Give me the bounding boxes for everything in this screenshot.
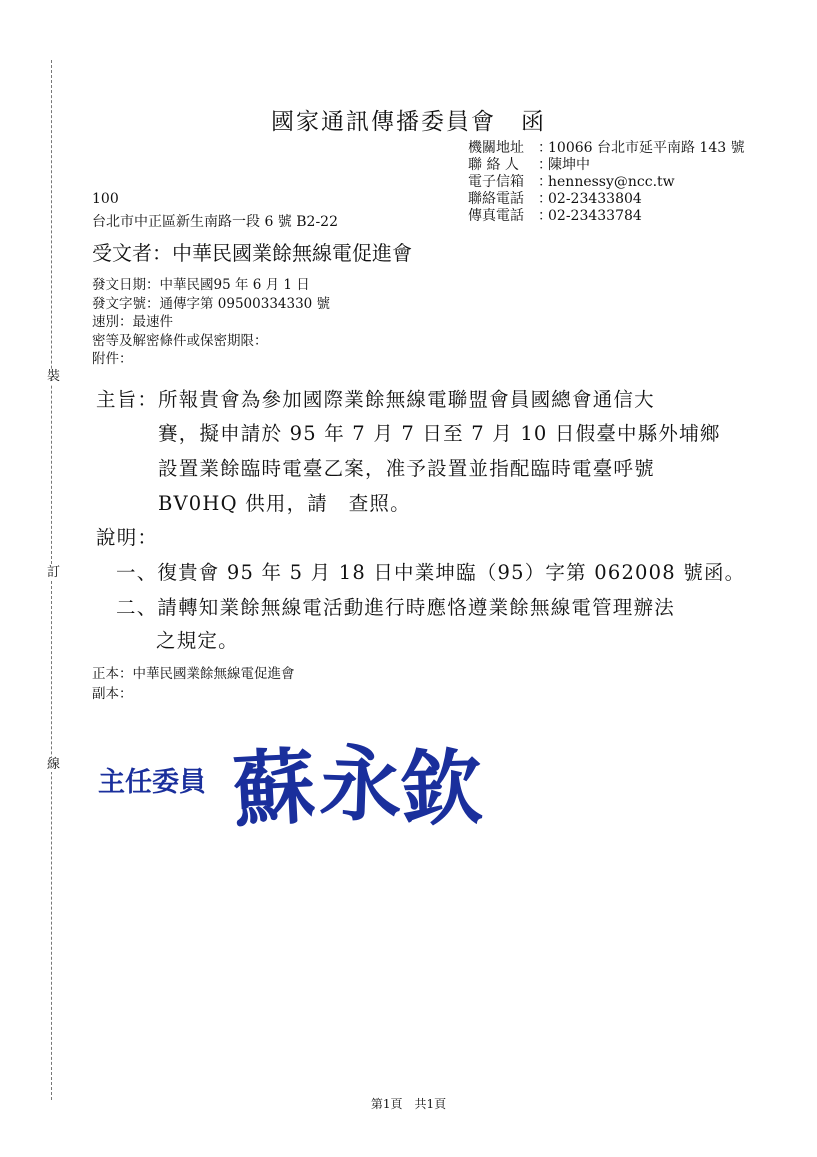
postal-code: 100 [92, 191, 119, 207]
contact-email: 電子信箱 ： hennessy@ncc.tw [468, 174, 675, 190]
binding-char-zhuang: 裝 [47, 369, 61, 384]
signature-char-1: 蘇 [230, 738, 318, 835]
attachment: 附件： [92, 351, 133, 367]
recipient-address: 台北市中正區新生南路一段 6 號 B2-22 [92, 214, 338, 230]
binding-char-xian: 線 [47, 757, 61, 772]
contact-block [468, 140, 745, 225]
meta-block [92, 276, 330, 369]
page-number: 第1頁 共1頁 [370, 1097, 447, 1111]
signature-title: 主任委員 [98, 767, 206, 797]
signature-char-2: 永 [318, 735, 404, 835]
binding-char-ding: 訂 [47, 565, 61, 580]
explanation-item-1: 一、復貴會 95 年 5 月 18 日中業坤臨（95）字第 062008 號函。 [116, 561, 746, 584]
secrecy: 密等及解密條件或保密期限： [92, 332, 268, 349]
contact-phone: 聯絡電話 ： 02-23433804 [468, 191, 642, 207]
carbon-copy: 副本： [92, 686, 133, 702]
document-title: 國家通訊傳播委員會 函 [271, 109, 546, 135]
explanation-item-2-line-1: 二、請轉知業餘無線電活動進行時應恪遵業餘無線電管理辦法 [116, 596, 675, 619]
subject-line-4: BV0HQ 供用，請 查照。 [158, 492, 411, 515]
contact-person: 聯 絡 人 ： 陳坤中 [468, 157, 590, 173]
urgency: 速別：最速件 [92, 314, 173, 330]
signature-char-3: 欽 [398, 739, 484, 835]
explanation-label: 說明： [96, 526, 159, 549]
document-number: 發文字號：通傳字第 09500334330 號 [92, 295, 331, 312]
recipient: 受文者：中華民國業餘無線電促進會 [92, 241, 412, 265]
subject-line-3: 設置業餘臨時電臺乙案，准予設置並指配臨時電臺呼號 [158, 457, 655, 480]
subject-line-1: 所報貴會為參加國際業餘無線電聯盟會員國總會通信大 [158, 388, 655, 411]
signature-block [95, 725, 495, 835]
subject-label: 主旨： [96, 388, 159, 411]
signature-name [231, 736, 484, 835]
contact-address: 機關地址 ： 10066 台北市延平南路 143 號 [468, 140, 745, 156]
contact-fax: 傳真電話 ： 02-23433784 [468, 208, 642, 224]
main-copy: 正本：中華民國業餘無線電促進會 [92, 666, 295, 682]
explanation-item-2-line-2: 之規定。 [156, 629, 239, 652]
binding-line [51, 60, 52, 1100]
signature-graphic [95, 725, 495, 835]
issue-date: 發文日期：中華民國95 年 6 月 1 日 [92, 277, 310, 293]
subject-line-2: 賽，擬申請於 95 年 7 月 7 日至 7 月 10 日假臺中縣外埔鄉 [158, 422, 721, 445]
